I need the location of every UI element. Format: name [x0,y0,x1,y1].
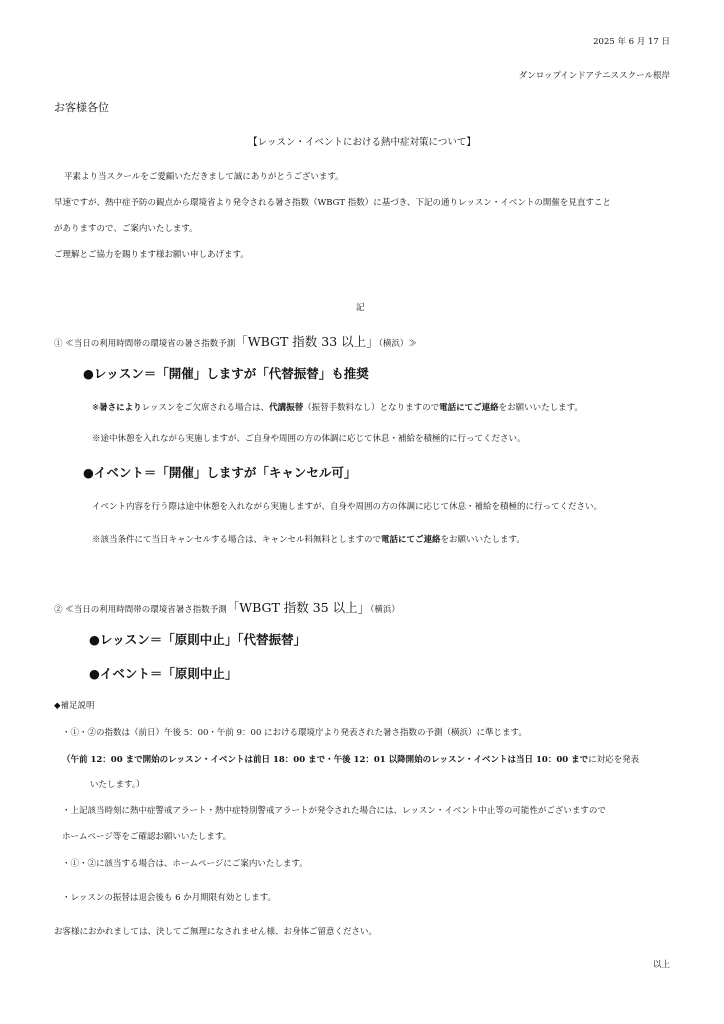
note-text: ※該当条件にて当日キャンセルする場合は、キャンセル料無料としますので [92,535,382,545]
supplement-item-1-cont: いたします。） [90,780,145,790]
note-mark: ※ [92,403,100,413]
salutation: お客様各位 [54,101,109,114]
section2-heading [54,600,400,615]
section1-heading-prefix: ① ≪当日の利用時間帯の環境省の暑さ指数予測 [54,339,236,349]
ki-marker: 記 [356,303,365,313]
note-text: をお願いいたします。 [498,403,583,413]
sender: ダンロップインドアテニススクール根岸 [518,71,670,81]
section1-lesson-note-2: ※途中休憩を入れながら実施しますが、ご自身や周囲の方の体調に応じて休息・補給を積極的に行ってください。 [92,434,526,444]
section1-lesson-heading: ●レッスン＝「開催」しますが「代替振替」も推奨 [83,366,369,381]
section1-event-heading: ●イベント＝「開催」しますが「キャンセル可」 [83,465,357,480]
supplement-bold-times: （午前 12：00 まで開始のレッスン・イベントは前日 18：00 まで・午後 12：01 以降開始のレッスン・イベントは当日 10：00 まで [62,755,589,765]
note-bold-phone: 電話にてご連絡 [439,403,499,413]
section2-event-heading: ●イベント＝「原則中止」 [89,666,238,681]
section1-heading-suffix: （横浜）≫ [378,339,417,349]
document-title: 【レッスン・イベントにおける熱中症対策について】 [248,137,476,148]
intro-line-4: ご理解とご協力を賜ります様お願い申しあげます。 [54,250,249,260]
ijou-end-mark: 以上 [652,960,670,970]
intro-line-1: 平素より当スクールをご愛顧いただきまして誠にありがとうございます。 [64,172,344,182]
section1-wbgt: 「WBGT 指数 33 以上」 [235,334,379,349]
intro-line-3: がありますので、ご案内いたします。 [54,224,198,234]
section2-heading-suffix: （横浜） [370,605,400,615]
supplement-item-2: ・上記該当時刻に熱中症警戒アラート・熱中症特別警戒アラートが発令された場合には、レッスン・イベント中止等の可能性がございますので [62,806,606,816]
section1-lesson-note-1 [92,403,583,413]
supplement-item-1-detail [62,755,639,765]
intro-line-2: 早速ですが、熱中症予防の観点から環境省より発令される暑さ指数（WBGT 指数）に基づき、下記の通りレッスン・イベントの開催を見直すこと [54,198,611,208]
section2-wbgt: 「WBGT 指数 35 以上」 [226,600,371,615]
supplement-heading: ◆補足説明 [54,701,95,711]
supplement-item-2-cont: ホームページ等をご確認お願いいたします。 [62,832,232,842]
note-text: をお願いいたします。 [440,535,525,545]
supplement-item-4: ・レッスンの振替は退会後も 6 か月期限有効とします。 [62,893,277,903]
section1-event-note-1: イベント内容を行う際は途中休憩を入れながら実施しますが、自身や周囲の方の体調に応じて休息・補給を積極的に行ってください。 [92,502,603,512]
note-bold-phone: 電話にてご連絡 [381,535,441,545]
supplement-text: に対応を発表 [588,755,640,765]
note-bold-heat: 暑さにより [99,403,142,413]
section2-heading-prefix: ② ≪当日の利用時間帯の環境省暑さ指数予測 [54,605,227,615]
section1-event-note-2 [92,535,525,545]
section2-lesson-heading: ●レッスン＝「原則中止」「代替振替」 [89,632,307,647]
date: 2025 年 6 月 17 日 [593,37,670,47]
closing-text: お客様におかれましては、決してご無理になされません様、お身体ご留意ください。 [54,927,378,937]
note-bold-transfer: 代講振替 [269,403,304,413]
note-text: （振替手数料なし）となりますので [303,403,440,413]
supplement-item-1: ・①・②の指数は（前日）午後 5：00・午前 9：00 における環境庁より発表された暑さ指数の予測（横浜）に準じます。 [62,728,527,738]
note-text: レッスンをご欠席される場合は、 [141,403,270,413]
supplement-item-3: ・①・②に該当する場合は、ホームページにご案内いたします。 [62,859,308,869]
section1-heading [54,334,417,349]
